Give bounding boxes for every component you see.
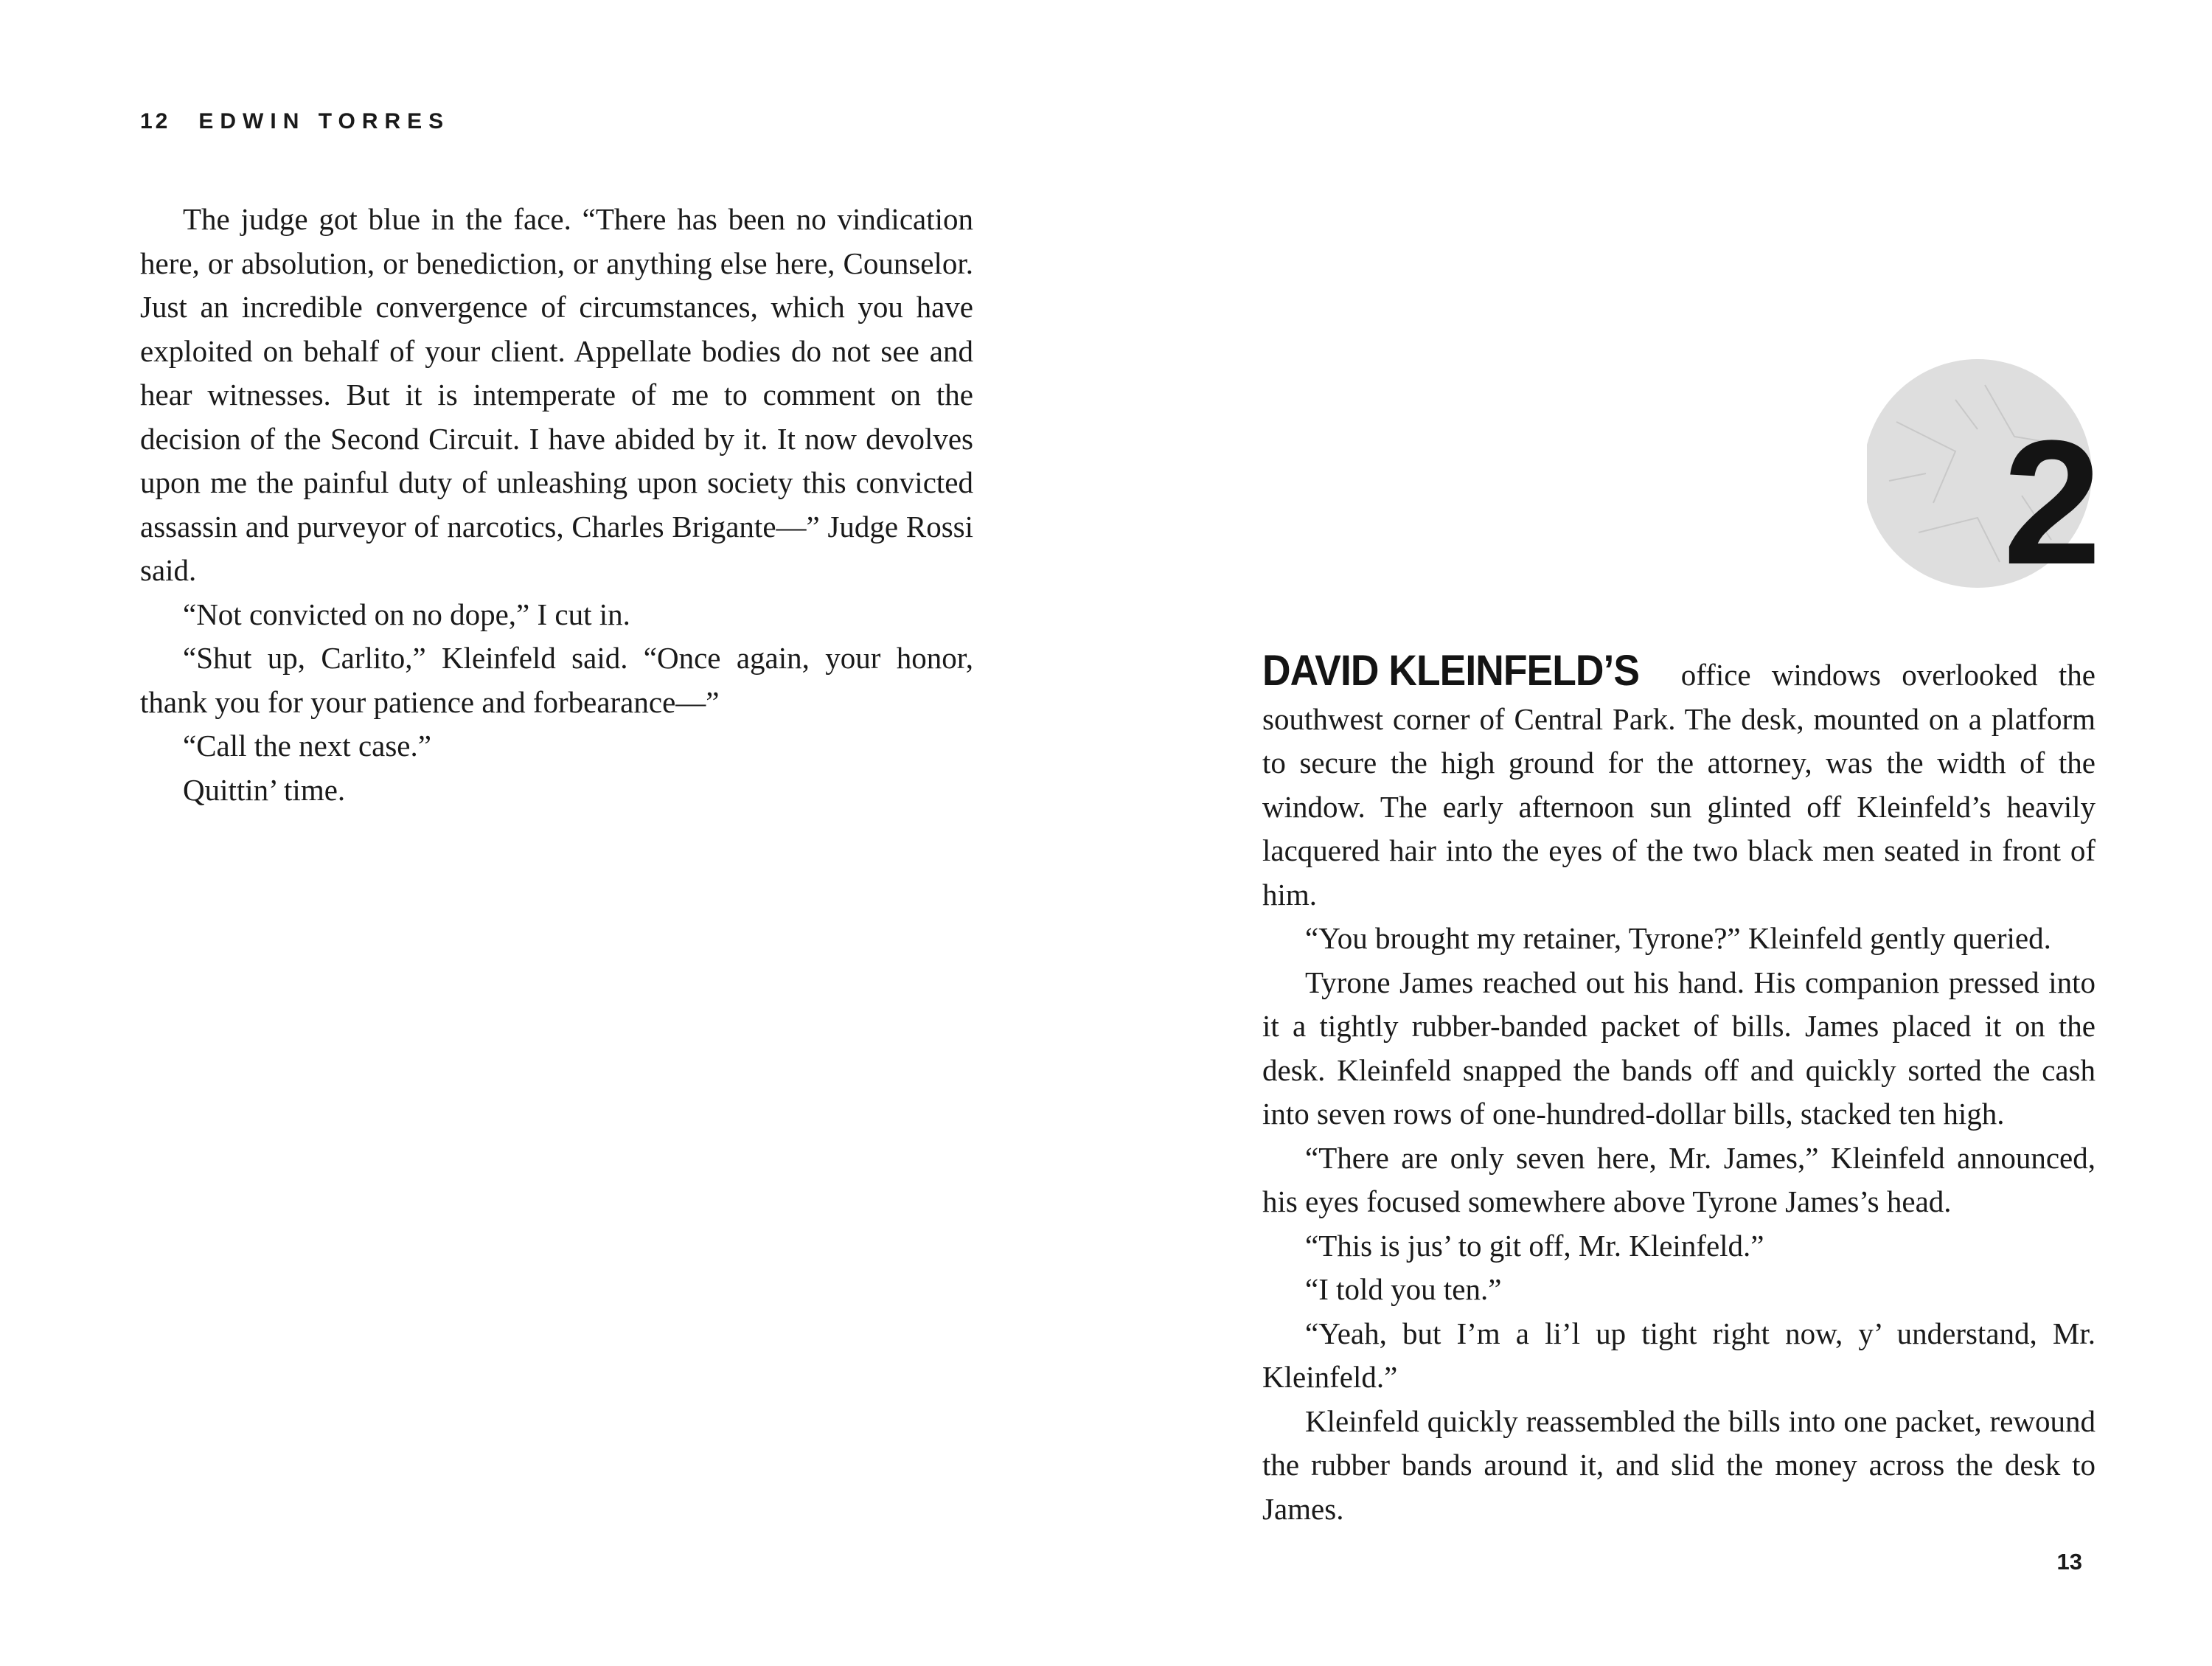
paragraph: “There are only seven here, Mr. James,” Kleinfeld announced, his eyes focused somewhere above Tyrone James’s head. [1262, 1140, 2096, 1218]
paragraph: “Not convicted on no dope,” I cut in. [183, 597, 630, 631]
chapter-opening-words: DAVID KLEINFELD’S [1262, 647, 1640, 695]
paragraph: Kleinfeld quickly reassembled the bills into one packet, rewound the rubber bands around it, and slid the money across the desk to James. [1262, 1403, 2096, 1526]
paragraph: Tyrone James reached out his hand. His companion pressed into it a tightly rubber-banded packet of bills. James placed it on the desk. Kleinfeld snapped the bands off and quickly sorted the cash into seven rows of one-hundred-dollar bills, stacked ten high. [1262, 965, 2096, 1131]
chapter-first-paragraph [1262, 649, 2096, 917]
left-page-number: 12 [140, 109, 171, 133]
right-body-text [1262, 649, 2096, 1531]
paragraph: “You brought my retainer, Tyrone?” Kleinfeld gently queried. [1305, 921, 2051, 955]
running-head [140, 109, 450, 134]
paragraph: Quittin’ time. [183, 772, 346, 807]
chapter-number: 2 [2003, 403, 2101, 591]
paragraph: “Yeah, but I’m a li’l up tight right now, y’ understand, Mr. Kleinfeld.” [1262, 1316, 2096, 1394]
first-paragraph-text: office windows overlooked the southwest corner of Central Park. The desk, mounted on a platform to secure the high ground for the attorney, was the width of the window. The early afternoon sun glinted off Kleinfeld’s heavily lacquered hair into the eyes of the two black men seated in front of him. [1262, 658, 2096, 912]
paragraph: “Shut up, Carlito,” Kleinfeld said. “Once again, your honor, thank you for your patience and forbearance—” [140, 641, 973, 719]
paragraph: “This is jus’ to git off, Mr. Kleinfeld.” [1305, 1228, 1764, 1263]
author-name: EDWIN TORRES [198, 109, 451, 133]
paragraph: The judge got blue in the face. “There has been no vindication here, or absolution, or benediction, or anything else here, Counselor. Just an incredible convergence of circumstances, which you have exploited on behalf of your client. Appellate bodies do not see and hear witnesses. But it is intemperate of me to comment on the decision of the Second Circuit. I have abided by it. It now devolves upon me the painful duty of unleashing upon society this convicted assassin and purveyor of narcotics, Charles Brigante—” Judge Rossi said. [140, 202, 973, 587]
right-page-number: 13 [2056, 1549, 2082, 1575]
paragraph: “Call the next case.” [183, 729, 431, 763]
right-page [1106, 0, 2212, 1666]
paragraph: “I told you ten.” [1305, 1272, 1502, 1306]
left-body-text [140, 198, 973, 812]
chapter-number-badge [1867, 355, 2132, 591]
